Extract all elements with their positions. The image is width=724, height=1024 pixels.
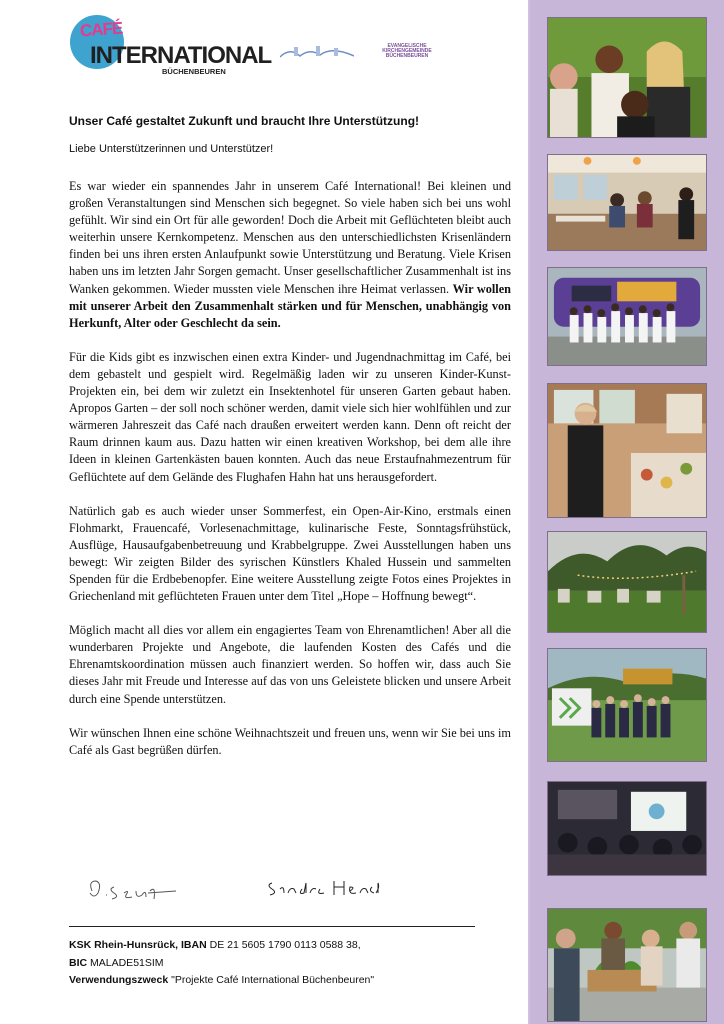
purpose-label: Verwendungszweck: [69, 974, 169, 986]
church-icon: [280, 44, 354, 58]
paragraph-2: Für die Kids gibt es inzwischen einen extra Kinder- und Jugendnachmittag im Café, bei dem gebastelt und gespielt wird. Regelmäßig laden wir zu unseren Kinder-Kunst-Projekten ein, bei dem wir zuletzt ein Insektenhotel für unseren Garten gebaut haben. Apropos Garten – der soll noch schöner werden, damit viele sich hier wohlfühlen und zur wärmeren Jahreszeit das Café nach draußen erweitert werden kann. Denn oft reicht der Raum drinnen kaum aus. Dazu hatten wir einen kreativen Workshop, bei dem alle ihre Ideen in kleinen Gartenkästen bauen konnten. Auch das neue Erstaufnahmezentrum für Geflüchtete auf dem Gelände des Flughafen Hahn hat uns herausgefordert.: [69, 349, 511, 484]
church-partner-logo: [280, 44, 445, 62]
partner-line-2: KIRCHENGEMEINDE: [382, 48, 432, 54]
bic-value: MALADE51SIM: [87, 956, 164, 969]
photo-buffet: [547, 383, 707, 518]
logo-cafe-text: CAFÉ: [79, 18, 123, 41]
letter-body: [69, 178, 511, 776]
photo-group-van: [547, 267, 707, 366]
logo-town-text: BÜCHENBEUREN: [162, 67, 226, 76]
partner-text: [362, 44, 452, 59]
bank-details: [69, 937, 374, 990]
paragraph-3: Natürlich gab es auch wieder unser Sommerfest, ein Open-Air-Kino, erstmals einen Flohmarkt, Frauencafé, Vorlesenachmittage, kulinarische Feste, Sonntagsfrühstück, Ausflüge, Hausaufgabenbetreuung und Krabbelgruppe. Zwei Ausstellungen haben uns bewegt: Wir zeigten Bilder des syrischen Künstlers Khaled Hussein und sammelten Spenden für die Erdbebenopfer. Eine weitere Ausstellung zeigte Fotos eines Projektes in Griechenland mit geflüchteten Frauen unter dem Titel „Hope – Hoffnung bewegt“.: [69, 503, 511, 604]
cafe-international-logo: [70, 14, 272, 80]
iban-value: DE 21 5605 1790 0113 0588 38,: [206, 939, 361, 951]
signatures: [86, 875, 406, 909]
bank-line-purpose: [69, 972, 374, 990]
photo-kids-facepaint: [547, 17, 707, 138]
paragraph-1-text: Es war wieder ein spannendes Jahr in unserem Café International! Bei kleinen und großen Veranstaltungen sind Menschen sich begegnet. So viele haben sich bei uns wohl gefühlt. Wir sind ein Ort für alle geworden! Doch die Arbeit mit Geflüchteten bleibt auch weiterhin unsere Kernkompetenz. Menschen aus den unterschiedlichsten Krisenländern finden bei uns ihren ersten Anlaufpunkt sowie Unterstützung und Beratung. Viele Krisen haben uns im letzten Jahr Sorgen gemacht. Unser gesellschaftlicher Zusammenhalt ist ins Wanken gekommen. Wieder mussten viele Menschen ihre Heimat verlassen.: [69, 179, 511, 296]
purpose-value: "Projekte Café International Büchenbeuren": [168, 974, 375, 986]
photo-planting: [547, 908, 707, 1022]
photo-group-banner: [547, 648, 707, 762]
logo-international-text: INTERNATIONAL: [90, 42, 272, 69]
letter-greeting: Liebe Unterstützerinnen und Unterstützer!: [69, 143, 274, 155]
bank-line-bic: [69, 955, 374, 973]
paragraph-1: [69, 178, 511, 332]
bic-label: BIC: [69, 956, 88, 969]
divider-line: [69, 926, 475, 927]
photo-sidebar: [528, 0, 724, 1024]
paragraph-1-bold: Wir wollen mit unserer Arbeit den Zusammenhalt stärken und für Menschen, unabhängig von Herkunft, Alter oder Geschlecht da sein.: [69, 281, 512, 330]
photo-cafe-room: [547, 154, 707, 251]
signature-2: [264, 875, 384, 899]
partner-line-3: BÜCHENBEUREN: [385, 53, 429, 59]
signature-1: [86, 875, 182, 905]
paragraph-5: Wir wünschen Ihnen eine schöne Weihnachtszeit und freuen uns, wenn wir Sie bei uns im Café als Gast begrüßen dürfen.: [69, 725, 511, 757]
partner-line-1: EVANGELISCHE: [387, 43, 427, 49]
photo-garden-party: [547, 531, 707, 633]
bank-line-iban: [69, 937, 374, 955]
paragraph-4: Möglich macht all dies vor allem ein engagiertes Team von Ehrenamtlichen! Aber all die wunderbaren Projekte und Angebote, die laufenden Kosten des Cafés und die Ehrenamtskoordination müssen auch finanziert werden. So hoffen wir, dass auch Sie dieses Jahr mit Freude und Interesse auf das von uns Geleistete blicken und unsere Arbeit durch eine Spende unterstützen.: [69, 623, 511, 706]
letter-heading: Unser Café gestaltet Zukunft und braucht Ihre Unterstützung!: [69, 114, 420, 128]
bank-label: KSK Rhein-Hunsrück, IBAN: [69, 939, 207, 951]
photo-cinema: [547, 781, 707, 876]
